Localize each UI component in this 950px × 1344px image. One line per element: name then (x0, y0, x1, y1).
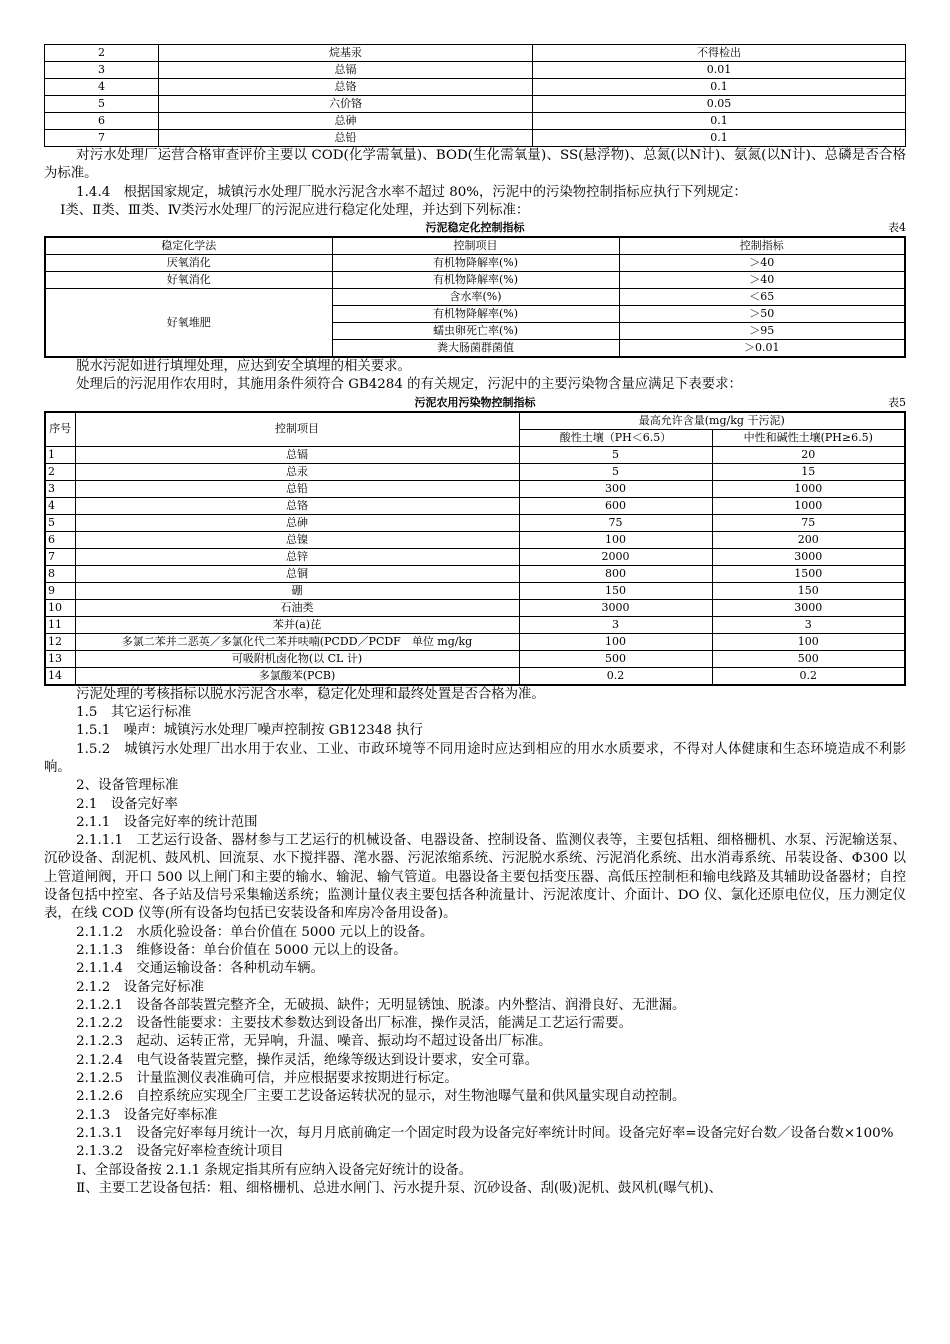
table-row (45, 633, 905, 650)
table-cell: 石油类 (75, 599, 519, 616)
table-cell: 有机物降解率(%) (332, 272, 619, 289)
table-cell: 总砷 (75, 514, 519, 531)
paragraph: 2.1.1.3 维修设备：单台价值在 5000 元以上的设备。 (76, 942, 407, 958)
table-number: 表5 (888, 395, 906, 409)
table-cell: 6 (45, 113, 159, 130)
table-cell: 0.1 (533, 79, 906, 96)
paragraph: 2.1.1.2 水质化验设备：单台价值在 5000 元以上的设备。 (76, 924, 434, 940)
table-cell: 0.05 (533, 96, 906, 113)
table-cell: 3 (712, 616, 905, 633)
table-cell: 不得检出 (533, 45, 906, 62)
table-cell: ＞0.01 (619, 340, 905, 358)
table-cell: 多氯酸苯(PCB) (75, 667, 519, 685)
table-cell: 600 (519, 497, 712, 514)
table-cell: 粪大肠菌群菌值 (332, 340, 619, 358)
table-cell: 3 (519, 616, 712, 633)
table-cell: 总汞 (75, 463, 519, 480)
table-row (45, 565, 905, 582)
table-cell: ＞50 (619, 306, 905, 323)
paragraph: 2.1.2 设备完好标准 (76, 979, 204, 995)
table-cell: 2000 (519, 548, 712, 565)
table-cell: 0.1 (533, 113, 906, 130)
column-header-max: 最高允许含量(mg/kg 干污泥) (519, 412, 905, 430)
paragraph: 1.5.2 城镇污水处理厂出水用于农业、工业、市政环境等不同用途时应达到相应的用水水质要求，不得对人体健康和生态环境造成不利影响。 (44, 741, 906, 775)
table-cell: ＞95 (619, 323, 905, 340)
table-cell: 硼 (75, 582, 519, 599)
table-cell: 总砷 (159, 113, 533, 130)
table-cell: 2 (45, 45, 159, 62)
paragraph: 2.1.2.3 起动、运转正常，无异响，升温、噪音、振动均不超过设备出厂标准。 (76, 1034, 552, 1050)
table-cell: 1 (45, 446, 75, 463)
paragraph: 1.5 其它运行标准 (76, 705, 192, 721)
table-cell: 总锌 (75, 548, 519, 565)
table-cell: 3000 (712, 599, 905, 616)
table-cell: 500 (712, 650, 905, 667)
paragraph: 对污水处理厂运营合格审查评价主要以 COD(化学需氧量)、BOD(生化需氧量)、SS(悬浮物)、总氮(以N计)、氨氮(以N计)、总磷是否合格为标准。 (44, 148, 906, 182)
table-sludge-stabilization (44, 236, 906, 358)
column-header-neutral: 中性和碱性土壤(PH≥6.5) (712, 429, 905, 446)
table-cell: 4 (45, 79, 159, 96)
table-cell: 0.2 (712, 667, 905, 685)
table-heavy-metals-continued (44, 44, 906, 147)
table-cell: 总镍 (75, 531, 519, 548)
table-agricultural-sludge-limits (44, 411, 906, 686)
paragraph: 2、设备管理标准 (76, 778, 179, 794)
paragraph: 污泥处理的考核指标以脱水污泥含水率，稳定化处理和最终处置是否合格为准。 (76, 686, 545, 702)
table-cell: 1000 (712, 497, 905, 514)
table-cell-group: 好氧堆肥 (45, 289, 332, 358)
table-cell: 总铜 (75, 565, 519, 582)
table-caption: 污泥稳定化控制指标 (425, 221, 525, 235)
paragraph: Ⅱ、主要工艺设备包括：粗、细格栅机、总进水闸门、污水提升泵、沉砂设备、刮(吸)泥机、鼓风机(曝气机)、 (76, 1180, 723, 1196)
table-cell: 15 (712, 463, 905, 480)
paragraph: 2.1.3.2 设备完好率检查统计项目 (76, 1144, 284, 1160)
paragraph: 2.1.3 设备完好率标准 (76, 1107, 218, 1123)
table-cell: 7 (45, 130, 159, 147)
table-row (45, 79, 906, 96)
table-row (45, 113, 906, 130)
table-cell: 5 (45, 96, 159, 113)
table-cell: 1500 (712, 565, 905, 582)
table-cell: 5 (45, 514, 75, 531)
table-caption-row (44, 220, 906, 236)
table-cell: 8 (45, 565, 75, 582)
table-cell: 总铅 (159, 130, 533, 147)
table-caption: 污泥农用污染物控制指标 (414, 395, 536, 409)
table-cell: 10 (45, 599, 75, 616)
table-cell: 75 (712, 514, 905, 531)
table-row (45, 616, 905, 633)
table-cell: 3000 (712, 548, 905, 565)
paragraph: Ⅰ类、Ⅱ类、Ⅲ类、Ⅳ类污水处理厂的污泥应进行稳定化处理，并达到下列标准： (60, 202, 530, 218)
table-cell: 11 (45, 616, 75, 633)
table-cell: 100 (519, 531, 712, 548)
table-cell: 14 (45, 667, 75, 685)
table-cell: 200 (712, 531, 905, 548)
table-cell: 总铬 (159, 79, 533, 96)
paragraph: 1.5.1 噪声：城镇污水处理厂噪声控制按 GB12348 执行 (76, 723, 423, 739)
table-cell: 4 (45, 497, 75, 514)
body-text (44, 686, 906, 1198)
table-cell: 150 (712, 582, 905, 599)
table-cell: ＞40 (619, 272, 905, 289)
table-row (45, 62, 906, 79)
column-header-no: 序号 (45, 412, 75, 447)
table-cell: 蠕虫卵死亡率(%) (332, 323, 619, 340)
table-cell: 总镉 (75, 446, 519, 463)
table-row (45, 599, 905, 616)
table-cell: 100 (519, 633, 712, 650)
table-cell: 6 (45, 531, 75, 548)
table-row (45, 45, 906, 62)
table-cell: 多氯二苯并二恶英／多氯化代二苯并呋喃(PCDD／PCDF 单位 mg/kg (75, 633, 519, 650)
table-row (45, 497, 905, 514)
table-cell: 5 (519, 446, 712, 463)
table-cell: 1000 (712, 480, 905, 497)
paragraph: 处理后的污泥用作农用时，其施用条件须符合 GB4284 的有关规定，污泥中的主要污染物含量应满足下表要求： (76, 377, 742, 393)
table-row (45, 480, 905, 497)
table-cell: 总镉 (159, 62, 533, 79)
paragraph: Ⅰ、全部设备按 2.1.1 条规定指其所有应纳入设备完好统计的设备。 (76, 1162, 473, 1178)
paragraph: 2.1.2.5 计量监测仪表准确可信，并应根据要求按期进行标定。 (76, 1071, 458, 1087)
table-cell: 有机物降解率(%) (332, 306, 619, 323)
paragraph: 2.1.2.2 设备性能要求：主要技术参数达到设备出厂标准，操作灵活，能满足工艺运行需要。 (76, 1016, 632, 1032)
table-row (45, 650, 905, 667)
table-cell: 3 (45, 62, 159, 79)
table-cell: 有机物降解率(%) (332, 255, 619, 272)
table-row (45, 463, 905, 480)
table-cell: 六价铬 (159, 96, 533, 113)
table-cell: 7 (45, 548, 75, 565)
table-row (45, 272, 905, 289)
table-cell: 150 (519, 582, 712, 599)
table-row (45, 130, 906, 147)
column-header-item: 控制项目 (75, 412, 519, 447)
table-row (45, 582, 905, 599)
table-row (45, 667, 905, 685)
table-cell: ＞40 (619, 255, 905, 272)
paragraph: 2.1.1 设备完好率的统计范围 (76, 814, 258, 830)
table-cell: 3 (45, 480, 75, 497)
table-cell: 100 (712, 633, 905, 650)
table-cell: 苯并(a)芘 (75, 616, 519, 633)
table-cell: 12 (45, 633, 75, 650)
table-cell: 20 (712, 446, 905, 463)
table-cell: ＜65 (619, 289, 905, 306)
table-cell: 9 (45, 582, 75, 599)
paragraph: 2.1 设备完好率 (76, 796, 178, 812)
paragraph: 2.1.1.1 工艺运行设备、器材参与工艺运行的机械设备、电器设备、控制设备、监测仪表等，主要包括粗、细格栅机、水泵、污泥输送泵、沉砂设备、刮泥机、鼓风机、回流泵、水下搅拌器、滗水器、污泥浓缩系统、污泥脱水系统、污泥消化系统、出水消毒系统、吊装设备、Φ300 以上管道闸阀，开口 500 以上闸门和主要的输水、输泥、输气管道。电器设备主要包括变压器、高低压控制柜和输电线路及其辅助设备器材；自控设备包括中控室、各子站及信号采集输送系统；监测计量仪表主要包括各种流量计、污泥浓度计、介面计、DO 仪、氯化还原电位仪，压力测定仪表，在线 COD 仪等(所有设备均包括已安装设备和库房冷备用设备)。 (44, 833, 906, 922)
table-cell: 0.2 (519, 667, 712, 685)
column-header: 控制项目 (332, 237, 619, 255)
table-row (45, 289, 905, 306)
table-cell: 300 (519, 480, 712, 497)
table-number: 表4 (888, 221, 906, 235)
column-header: 控制指标 (619, 237, 905, 255)
table-cell: 好氧消化 (45, 272, 332, 289)
table-row (45, 514, 905, 531)
table-cell: 5 (519, 463, 712, 480)
table-cell: 0.1 (533, 130, 906, 147)
table-cell: 总铅 (75, 480, 519, 497)
table-cell: 13 (45, 650, 75, 667)
paragraph: 2.1.2.4 电气设备装置完整，操作灵活，绝缘等级达到设计要求，安全可靠。 (76, 1052, 539, 1068)
paragraph: 2.1.2.6 自控系统应实现全厂主要工艺设备运转状况的显示，对生物池曝气量和供风量实现自动控制。 (76, 1089, 686, 1105)
table-row (45, 255, 905, 272)
table-cell: 含水率(%) (332, 289, 619, 306)
paragraph: 2.1.1.4 交通运输设备：各种机动车辆。 (76, 961, 324, 977)
table-row (45, 96, 906, 113)
table-cell: 总铬 (75, 497, 519, 514)
table-cell: 2 (45, 463, 75, 480)
table-cell: 75 (519, 514, 712, 531)
table-cell: 厌氧消化 (45, 255, 332, 272)
table-cell: 500 (519, 650, 712, 667)
column-header: 稳定化学法 (45, 237, 332, 255)
column-header-acid: 酸性土壤（PH＜6.5） (519, 429, 712, 446)
table-cell: 800 (519, 565, 712, 582)
table-cell: 3000 (519, 599, 712, 616)
table-cell: 烷基汞 (159, 45, 533, 62)
document-page (44, 44, 906, 1198)
table-row (45, 531, 905, 548)
table-row (45, 446, 905, 463)
paragraph: 2.1.2.1 设备各部装置完整齐全，无破损、缺件；无明显锈蚀、脱漆。内外整洁、润滑良好、无泄漏。 (76, 997, 686, 1013)
paragraph: 脱水污泥如进行填埋处理，应达到安全填埋的相关要求。 (76, 359, 411, 375)
paragraph: 2.1.3.1 设备完好率每月统计一次，每月月底前确定一个固定时段为设备完好率统计时间。设备完好率=设备完好台数／设备台数×100% (76, 1125, 894, 1141)
table-caption-row (44, 395, 906, 411)
table-cell: 可吸附机卤化物(以 CL 计) (75, 650, 519, 667)
paragraph: 1.4.4 根据国家规定，城镇污水处理厂脱水污泥含水率不超过 80%，污泥中的污染物控制指标应执行下列规定： (76, 184, 747, 200)
table-row (45, 548, 905, 565)
table-cell: 0.01 (533, 62, 906, 79)
